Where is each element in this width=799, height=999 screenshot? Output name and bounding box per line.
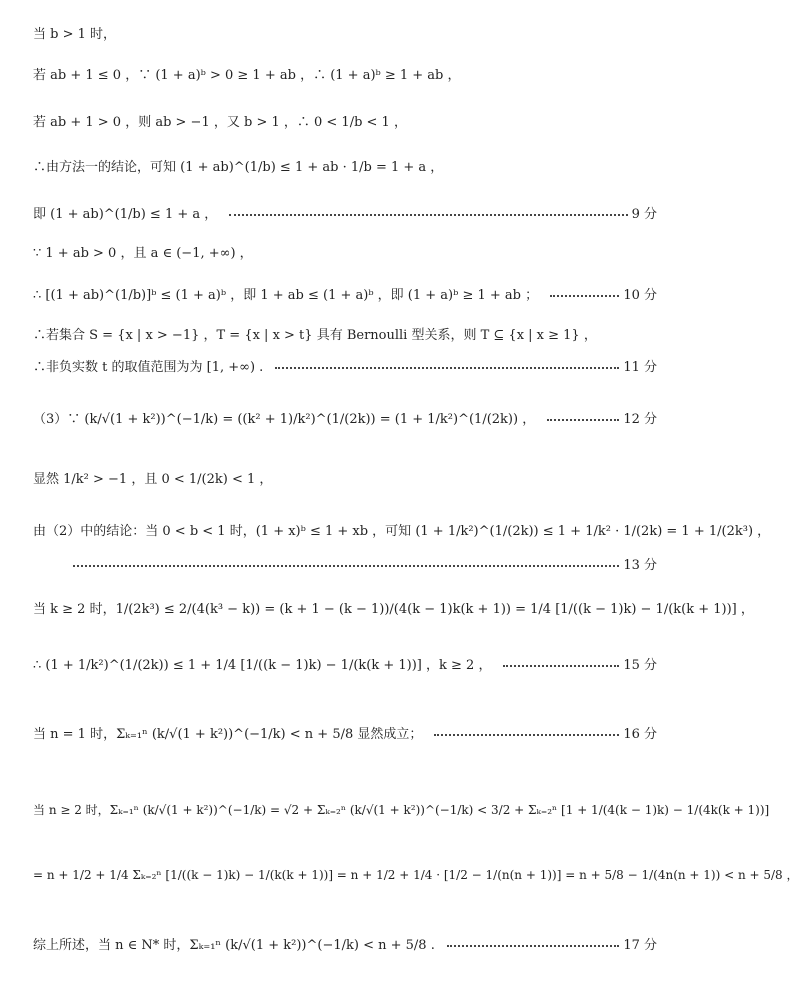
line-text: ∴非负实数 t 的取值范围为为 [1, +∞) .: [33, 360, 264, 375]
line-4: [33, 158, 657, 178]
line-text: 即 (1 + ab)^(1/b) ≤ 1 + a ，: [33, 207, 218, 222]
line-1: [33, 25, 657, 45]
line-text: ∴ [(1 + ab)^(1/b)]ᵇ ≤ (1 + a)ᵇ ，即 1 + ab ≤ (1 + a)ᵇ ，即 (1 + a)ᵇ ≥ 1 + ab ；: [33, 288, 539, 303]
line-text: = n + 1/2 + 1/4 Σₖ₌₂ⁿ [1/((k − 1)k) − 1/(k(k + 1))] = n + 1/2 + 1/4 · [1/2 − 1/(n(n + 1))] = n + 5/8 − 1/(4n(n + 1)) < n + 5/8 ，: [33, 868, 799, 882]
line-text: 由（2）中的结论：当 0 < b < 1 时，(1 + x)ᵇ ≤ 1 + xb ，可知 (1 + 1/k²)^(1/(2k)) ≤ 1 + 1/k² · 1/(2k) = 1 + 1/(2k³) ，: [33, 524, 771, 539]
score-mark: 12 分: [623, 412, 657, 427]
line-15: [33, 656, 657, 676]
score-mark: 10 分: [623, 288, 657, 303]
dot-leader: [434, 734, 619, 736]
line-9: [33, 358, 657, 378]
line-19: [33, 936, 657, 956]
dot-leader: [73, 565, 619, 567]
line-text: ∴由方法一的结论，可知 (1 + ab)^(1/b) ≤ 1 + ab · 1/b = 1 + a ，: [33, 160, 444, 175]
line-13: [33, 556, 657, 576]
line-12: [33, 522, 771, 542]
line-18: [33, 865, 799, 885]
dot-leader: [447, 945, 619, 947]
dot-leader: [275, 367, 619, 369]
line-text: ∴若集合 S = {x | x > −1} ，T = {x | x > t} 具有 Bernoulli 型关系，则 T ⊆ {x | x ≥ 1} ，: [33, 328, 597, 343]
score-mark: 16 分: [623, 727, 657, 742]
dot-leader: [550, 295, 619, 297]
score-mark: 15 分: [623, 658, 657, 673]
line-3: [33, 113, 657, 133]
line-7: [33, 286, 657, 306]
line-text: 综上所述，当 n ∈ N* 时，Σₖ₌₁ⁿ (k/√(1 + k²))^(−1/k) < n + 5/8 .: [33, 938, 435, 953]
score-mark: 13 分: [623, 558, 657, 573]
line-text: ∵ 1 + ab > 0 ，且 a ∈ (−1, +∞) ，: [33, 246, 253, 261]
line-17: [33, 800, 770, 820]
line-text: （3）∵ (k/√(1 + k²))^(−1/k) = ((k² + 1)/k²)^(1/(2k)) = (1 + 1/k²)^(1/(2k)) ，: [33, 412, 536, 427]
dot-leader: [503, 665, 619, 667]
line-5: [33, 205, 657, 225]
line-text: 当 b > 1 时，: [33, 27, 117, 42]
line-2: [33, 66, 657, 86]
line-8: [33, 326, 657, 346]
dot-leader: [547, 419, 619, 421]
line-14: [33, 600, 754, 620]
score-mark: 9 分: [631, 207, 657, 222]
score-mark: 17 分: [623, 938, 657, 953]
line-text: 若 ab + 1 > 0 ，则 ab > −1 ，又 b > 1 ，∴ 0 < 1/b < 1 ，: [33, 115, 407, 130]
line-text: ∴ (1 + 1/k²)^(1/(2k)) ≤ 1 + 1/4 [1/((k − 1)k) − 1/(k(k + 1))] ，k ≥ 2 ，: [33, 658, 492, 673]
line-16: [33, 725, 657, 745]
line-text: 当 k ≥ 2 时，1/(2k³) ≤ 2/(4(k³ − k)) = (k + 1 − (k − 1))/(4(k − 1)k(k + 1)) = 1/4 [1/((k − 1)k) − 1/(k(k + 1))] ，: [33, 602, 754, 617]
line-text: 显然 1/k² > −1 ，且 0 < 1/(2k) < 1 ，: [33, 472, 273, 487]
line-10: [33, 410, 657, 430]
line-text: 当 n = 1 时，Σₖ₌₁ⁿ (k/√(1 + k²))^(−1/k) < n + 5/8 显然成立；: [33, 727, 423, 742]
line-11: [33, 470, 657, 490]
dot-leader: [229, 214, 627, 216]
line-text: 当 n ≥ 2 时，Σₖ₌₁ⁿ (k/√(1 + k²))^(−1/k) = √2 + Σₖ₌₂ⁿ (k/√(1 + k²))^(−1/k) < 3/2 + Σₖ₌₂ⁿ [1 + 1/(4(k − 1)k) − 1/(4k(k + 1))]: [33, 803, 770, 817]
score-mark: 11 分: [623, 360, 657, 375]
line-6: [33, 244, 657, 264]
line-text: 若 ab + 1 ≤ 0 ，∵ (1 + a)ᵇ > 0 ≥ 1 + ab ，∴ (1 + a)ᵇ ≥ 1 + ab ，: [33, 68, 461, 83]
